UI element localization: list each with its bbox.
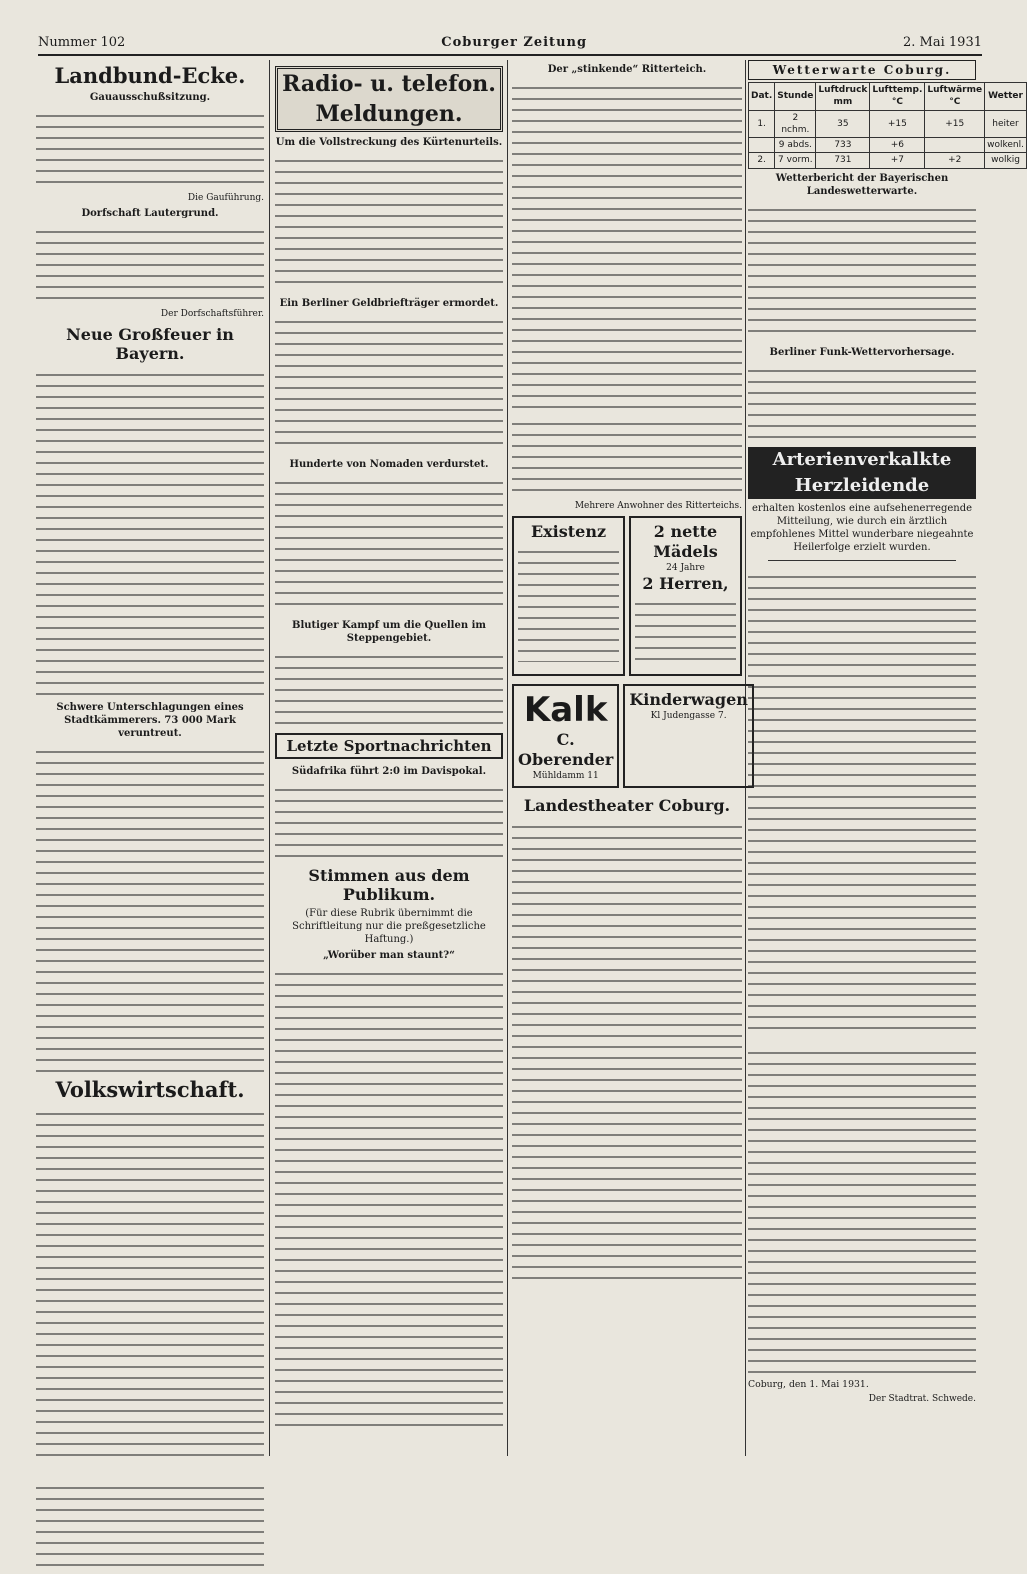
- subhead-geldbrieftraeger: Ein Berliner Geldbriefträger ermordet.: [279, 298, 499, 309]
- weather-cell: +15: [925, 110, 985, 138]
- subhead-dorfschaft: Dorfschaft Lautergrund.: [81, 208, 219, 220]
- weather-cell: heiter: [985, 110, 1027, 138]
- weather-cell: 1.: [749, 110, 775, 138]
- subhead-funkwetter: Berliner Funk-Wettervorhersage.: [769, 346, 955, 358]
- weather-cell: wolkenl.: [985, 138, 1027, 153]
- headline-volkswirtschaft: Volkswirtschaft.: [55, 1076, 245, 1102]
- headline-ritterteich: Der „stinkende“ Ritterteich.: [547, 64, 707, 75]
- subhead-wetterbericht: Wetterbericht der Bayerischen Landeswetterwarte.: [775, 172, 949, 197]
- notice-signature: Der Stadtrat. Schwede.: [868, 1394, 976, 1405]
- ad-kinderwagen-address: Kl Judengasse 7.: [650, 711, 727, 722]
- ad-maedels: [629, 516, 742, 676]
- article-text-block: [275, 312, 503, 452]
- subhead-kuerten: Um die Vollstreckung des Kürtenurteils.: [275, 137, 503, 148]
- ad-text-block: [518, 542, 619, 662]
- divider: [768, 560, 956, 561]
- weather-cell: +7: [870, 153, 925, 168]
- article-text-block: [748, 567, 976, 1037]
- issue-number: Nummer 102: [38, 34, 126, 50]
- subhead-davispokal: Südafrika führt 2:0 im Davispokal.: [291, 766, 487, 777]
- ad-herren-title: 2 Herren,: [642, 574, 729, 594]
- weather-cell: [749, 138, 775, 153]
- ad-arterien-title: Arterienverkalkte Herzleidende: [748, 447, 976, 499]
- ad-kinderwagen: [623, 684, 754, 788]
- weather-cell: 35: [816, 110, 870, 138]
- weather-cell: wolkig: [985, 153, 1027, 168]
- column-rule: [507, 60, 508, 1456]
- article-text-block: [512, 78, 742, 408]
- article-text-block: [275, 780, 503, 860]
- ad-kalk-firm: C. Oberender: [518, 730, 614, 770]
- headline-radio: Radio- u. telefon. Meldungen.: [275, 66, 503, 132]
- weather-cell: +6: [870, 138, 925, 153]
- weather-header: Wetter: [985, 83, 1027, 111]
- column-1: [36, 60, 264, 1456]
- article-text-block: [512, 817, 742, 1287]
- issue-date: 2. Mai 1931: [903, 34, 982, 50]
- article-text-block: [36, 1104, 264, 1574]
- column-4: [748, 60, 1024, 1456]
- article-text-block: [36, 222, 264, 302]
- weather-cell: 7 vorm.: [775, 153, 816, 168]
- weather-table: [748, 82, 1027, 169]
- headline-unterschlagungen: Schwere Unterschlagungen eines Stadtkämmerers. 73 000 Mark veruntreut.: [56, 701, 244, 739]
- signature: Der Dorfschaftsführer.: [160, 309, 264, 320]
- headline-stimmen: Stimmen aus dem Publikum.: [308, 866, 470, 904]
- article-text-block: [275, 151, 503, 291]
- article-text-block: [275, 647, 503, 727]
- weather-cell: +2: [925, 153, 985, 168]
- weather-cell: [925, 138, 985, 153]
- weather-station-title: Wetterwarte Coburg.: [748, 60, 976, 80]
- weather-header: Luftdruck mm: [816, 83, 870, 111]
- ad-row: [512, 680, 748, 792]
- ad-text-block: [635, 594, 736, 664]
- article-text-block: [512, 414, 742, 494]
- subhead-kampf: Blutiger Kampf um die Quellen im Steppengebiet.: [292, 620, 486, 644]
- weather-cell: 9 abds.: [775, 138, 816, 153]
- column-2: [275, 60, 503, 1456]
- article-text-block: [36, 742, 264, 1072]
- weather-cell: 2.: [749, 153, 775, 168]
- signature: Mehrere Anwohner des Ritterteichs.: [574, 501, 742, 511]
- ad-maedels-title: 2 nette Mädels: [653, 522, 718, 562]
- ad-existenz-title: Existenz: [530, 522, 607, 542]
- weather-cell: 731: [816, 153, 870, 168]
- article-text-block: [748, 361, 976, 441]
- notice-date: Coburg, den 1. Mai 1931.: [748, 1378, 869, 1390]
- article-text-block: [36, 365, 264, 695]
- ad-kalk: [512, 684, 619, 788]
- column-3: [512, 60, 748, 1456]
- signature: Die Gauführung.: [187, 193, 264, 203]
- ad-row: [512, 512, 742, 680]
- page-bottom-margin: [0, 1458, 1000, 1486]
- subhead-gauausschuss: Gauausschußsitzung.: [89, 92, 211, 103]
- newspaper-title: Coburger Zeitung: [441, 34, 588, 50]
- weather-header: Lufttemp. °C: [870, 83, 925, 111]
- article-text-block: [275, 964, 503, 1434]
- table-row: [749, 138, 1027, 153]
- weather-header: Stunde: [775, 83, 816, 111]
- article-text-block: [275, 473, 503, 613]
- weather-header: Luftwärme °C: [925, 83, 985, 111]
- stimmen-question: „Worüber man staunt?“: [323, 950, 455, 961]
- weather-header: Dat.: [749, 83, 775, 111]
- article-text-block: [748, 1043, 976, 1373]
- weather-cell: 2 nchm.: [775, 110, 816, 138]
- ad-maedels-age: 24 Jahre: [666, 563, 705, 574]
- column-rule: [269, 60, 270, 1456]
- article-text-block: [36, 106, 264, 186]
- headline-landestheater: Landestheater Coburg.: [523, 796, 731, 816]
- article-text-block: [748, 200, 976, 340]
- masthead: [38, 30, 982, 56]
- weather-cell: +15: [870, 110, 925, 138]
- subhead-nomaden: Hunderte von Nomaden verdurstet.: [289, 459, 489, 470]
- headline-landbund: Landbund-Ecke.: [54, 63, 246, 88]
- ad-arterien-text: erhalten kostenlos eine aufsehenerregende Mitteilung, wie durch ein ärztlich empfohlenes Mittel wunderbare niegeahnte Heilerfolge erzielt wurden.: [750, 502, 974, 553]
- headline-sport: Letzte Sportnachrichten: [275, 733, 503, 759]
- ad-existenz: [512, 516, 625, 676]
- ad-kalk-title: Kalk: [523, 690, 608, 731]
- weather-cell: 733: [816, 138, 870, 153]
- ad-kalk-address: Mühldamm 11: [532, 771, 599, 782]
- ad-kinderwagen-title: Kinderwagen: [629, 690, 748, 710]
- headline-grossfeuer: Neue Großfeuer in Bayern.: [66, 324, 234, 363]
- table-row: [749, 153, 1027, 168]
- stimmen-note: (Für diese Rubrik übernimmt die Schriftleitung nur die preßgesetzliche Haftung.): [292, 908, 486, 945]
- table-row: [749, 110, 1027, 138]
